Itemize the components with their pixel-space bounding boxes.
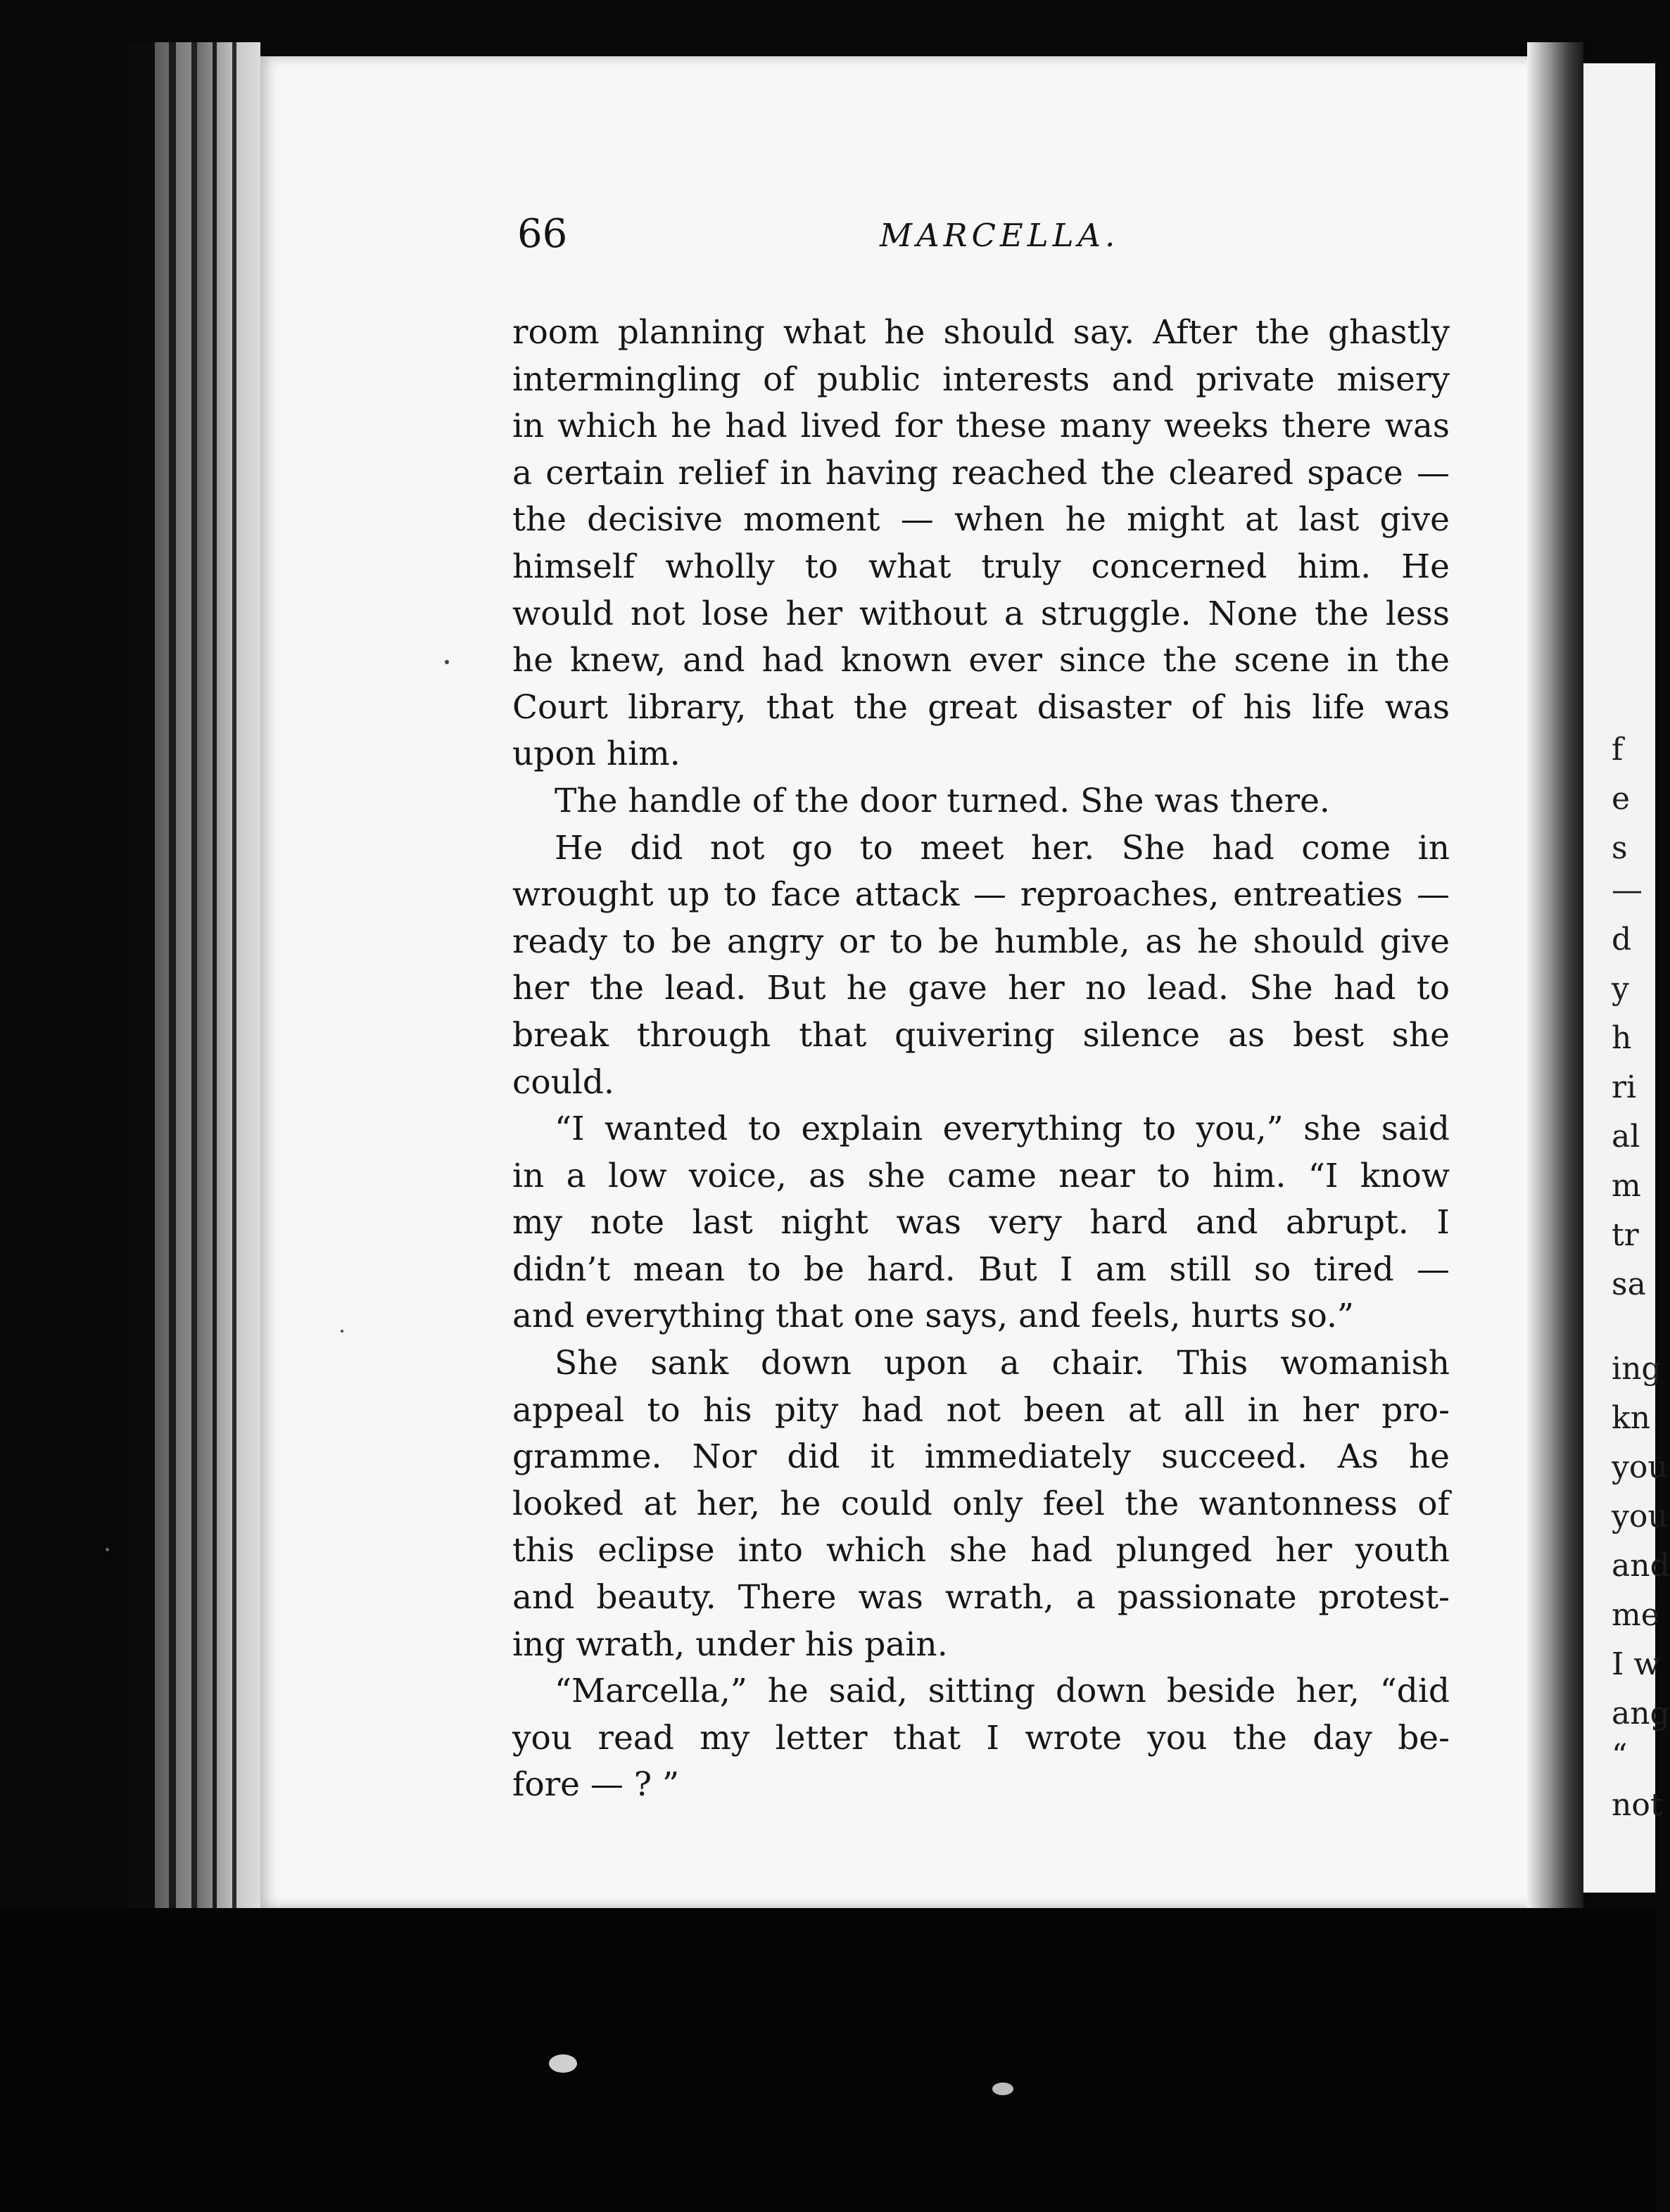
text-line: The handle of the door turned. She was there.: [555, 781, 1330, 820]
text-line: her the lead. But he gave her no lead. She had to: [512, 969, 1450, 1008]
facing-page-text-fragment: ri: [1612, 1069, 1637, 1105]
text-line: gramme. Nor did it immediately succeed. As he: [512, 1437, 1450, 1477]
text-line: intermingling of public interests and private misery: [512, 360, 1450, 399]
facing-page-text-fragment: e: [1612, 781, 1631, 817]
text-line: looked at her, he could only feel the wantonness of: [512, 1484, 1450, 1523]
facing-page-text-fragment: m: [1612, 1168, 1641, 1204]
text-line: would not lose her without a struggle. None the less: [512, 594, 1450, 633]
facing-page-text-fragment: you: [1612, 1449, 1668, 1485]
facing-page-text-fragment: ang: [1612, 1696, 1670, 1731]
text-line: He did not go to meet her. She had come in: [555, 828, 1450, 867]
facing-page-text-fragment: ing: [1612, 1351, 1662, 1387]
page-number: 66: [517, 211, 568, 257]
dust-speck: [341, 1330, 343, 1333]
facing-page-text-fragment: s: [1612, 830, 1628, 866]
facing-page-text-fragment: I w: [1612, 1646, 1661, 1682]
book-gutter: [1527, 42, 1583, 1914]
text-line: in which he had lived for these many weeks there was: [512, 407, 1450, 446]
body-text: [512, 310, 1450, 1809]
text-line: “I wanted to explain everything to you,” she said: [555, 1110, 1450, 1149]
facing-page-text-fragment: h: [1612, 1020, 1632, 1056]
text-line: “Marcella,” he said, sitting down beside her, “did: [555, 1672, 1450, 1711]
text-line: and everything that one says, and feels, hurts so.”: [512, 1297, 1354, 1336]
facing-page-text-fragment: d: [1612, 922, 1632, 958]
text-line: the decisive moment — when he might at last give: [512, 500, 1450, 540]
text-line: and beauty. There was wrath, a passionate protest-: [512, 1578, 1450, 1617]
text-line: he knew, and had known ever since the scene in the: [512, 641, 1450, 680]
facing-page-text-fragment: tr: [1612, 1217, 1639, 1253]
facing-page-text-fragment: kn: [1612, 1400, 1650, 1436]
scan-background: [0, 1908, 1655, 2212]
text-line: Court library, that the great disaster of his life was: [512, 687, 1450, 727]
text-line: in a low voice, as she came near to him. “I know: [512, 1156, 1450, 1195]
dust-speck: [445, 660, 449, 664]
text-line: could.: [512, 1062, 614, 1102]
text-line: ing wrath, under his pain.: [512, 1625, 948, 1664]
facing-page-text-fragment: “: [1612, 1738, 1628, 1774]
text-line: break through that quivering silence as best she: [512, 1015, 1450, 1055]
facing-page-text-fragment: y: [1612, 971, 1629, 1007]
text-line: room planning what he should say. After the ghastly: [512, 313, 1450, 352]
facing-page-fragment: [1583, 63, 1670, 1893]
text-line: himself wholly to what truly concerned him. He: [512, 547, 1450, 586]
text-line: a certain relief in having reached the cleared space —: [512, 453, 1450, 492]
text-line: appeal to his pity had not been at all in her pro-: [512, 1390, 1450, 1430]
dust-speck: [549, 2054, 577, 2073]
running-head: [260, 211, 1550, 267]
text-line: this eclipse into which she had plunged her youth: [512, 1531, 1450, 1570]
facing-page-text-fragment: f: [1612, 732, 1624, 768]
text-line: didn’t mean to be hard. But I am still so tired —: [512, 1250, 1450, 1289]
text-line: She sank down upon a chair. This womanish: [555, 1344, 1450, 1383]
text-line: ready to be angry or to be humble, as he should give: [512, 922, 1450, 961]
running-title: MARCELLA.: [880, 217, 1120, 254]
dust-speck: [106, 1548, 109, 1551]
text-line: my note last night was very hard and abrupt. I: [512, 1203, 1450, 1242]
facing-page-text-fragment: you: [1612, 1499, 1668, 1534]
page-edges: [127, 42, 260, 1935]
text-line: fore — ? ”: [512, 1765, 680, 1805]
facing-page-text-fragment: not: [1612, 1787, 1663, 1823]
facing-page-text-fragment: and: [1612, 1548, 1670, 1584]
facing-page-text-fragment: sa: [1612, 1266, 1646, 1302]
dust-speck: [992, 2083, 1013, 2095]
facing-page-text-fragment: —: [1612, 872, 1643, 908]
text-line: you read my letter that I wrote you the day be-: [512, 1718, 1450, 1757]
text-line: wrought up to face attack — reproaches, entreaties —: [512, 875, 1450, 915]
facing-page-text-fragment: al: [1612, 1119, 1640, 1155]
facing-page-text-fragment: me: [1612, 1597, 1659, 1633]
text-line: upon him.: [512, 735, 681, 774]
